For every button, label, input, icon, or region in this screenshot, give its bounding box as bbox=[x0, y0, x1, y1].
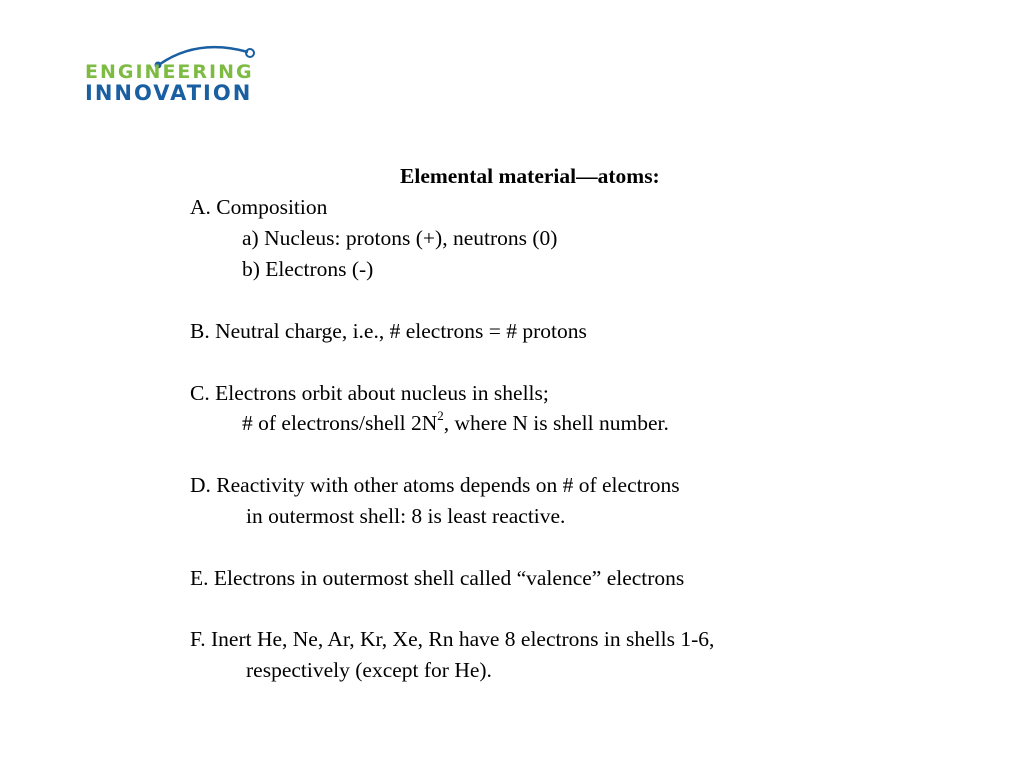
item-c-electrons-per-shell bbox=[242, 407, 669, 436]
item-e-valence: E. Electrons in outermost shell called “valence” electrons bbox=[190, 566, 685, 590]
item-c-formula-exponent: 2 bbox=[437, 407, 444, 423]
item-b-neutral-charge: B. Neutral charge, i.e., # electrons = # protons bbox=[190, 319, 587, 343]
item-c-shells: C. Electrons orbit about nucleus in shells; bbox=[190, 381, 549, 405]
logo-text-engineering: ENGINEERING bbox=[85, 61, 254, 83]
item-a-electrons: b) Electrons (-) bbox=[242, 257, 374, 281]
item-a-nucleus: a) Nucleus: protons (+), neutrons (0) bbox=[242, 226, 558, 250]
item-c-formula-suffix: , where N is shell number. bbox=[443, 411, 669, 435]
logo-text-innovation: INNOVATION bbox=[85, 81, 253, 105]
item-c-formula-prefix: # of electrons/shell 2N bbox=[242, 411, 438, 435]
item-d-reactivity: D. Reactivity with other atoms depends on # of electrons bbox=[190, 473, 680, 497]
item-f-inert-gases: F. Inert He, Ne, Ar, Kr, Xe, Rn have 8 electrons in shells 1-6, bbox=[190, 627, 715, 651]
item-f-respectively: respectively (except for He). bbox=[246, 658, 492, 682]
item-a-heading: A. Composition bbox=[190, 195, 328, 219]
slide-title: Elemental material—atoms: bbox=[400, 164, 660, 188]
item-d-outermost-shell: in outermost shell: 8 is least reactive. bbox=[246, 504, 566, 528]
